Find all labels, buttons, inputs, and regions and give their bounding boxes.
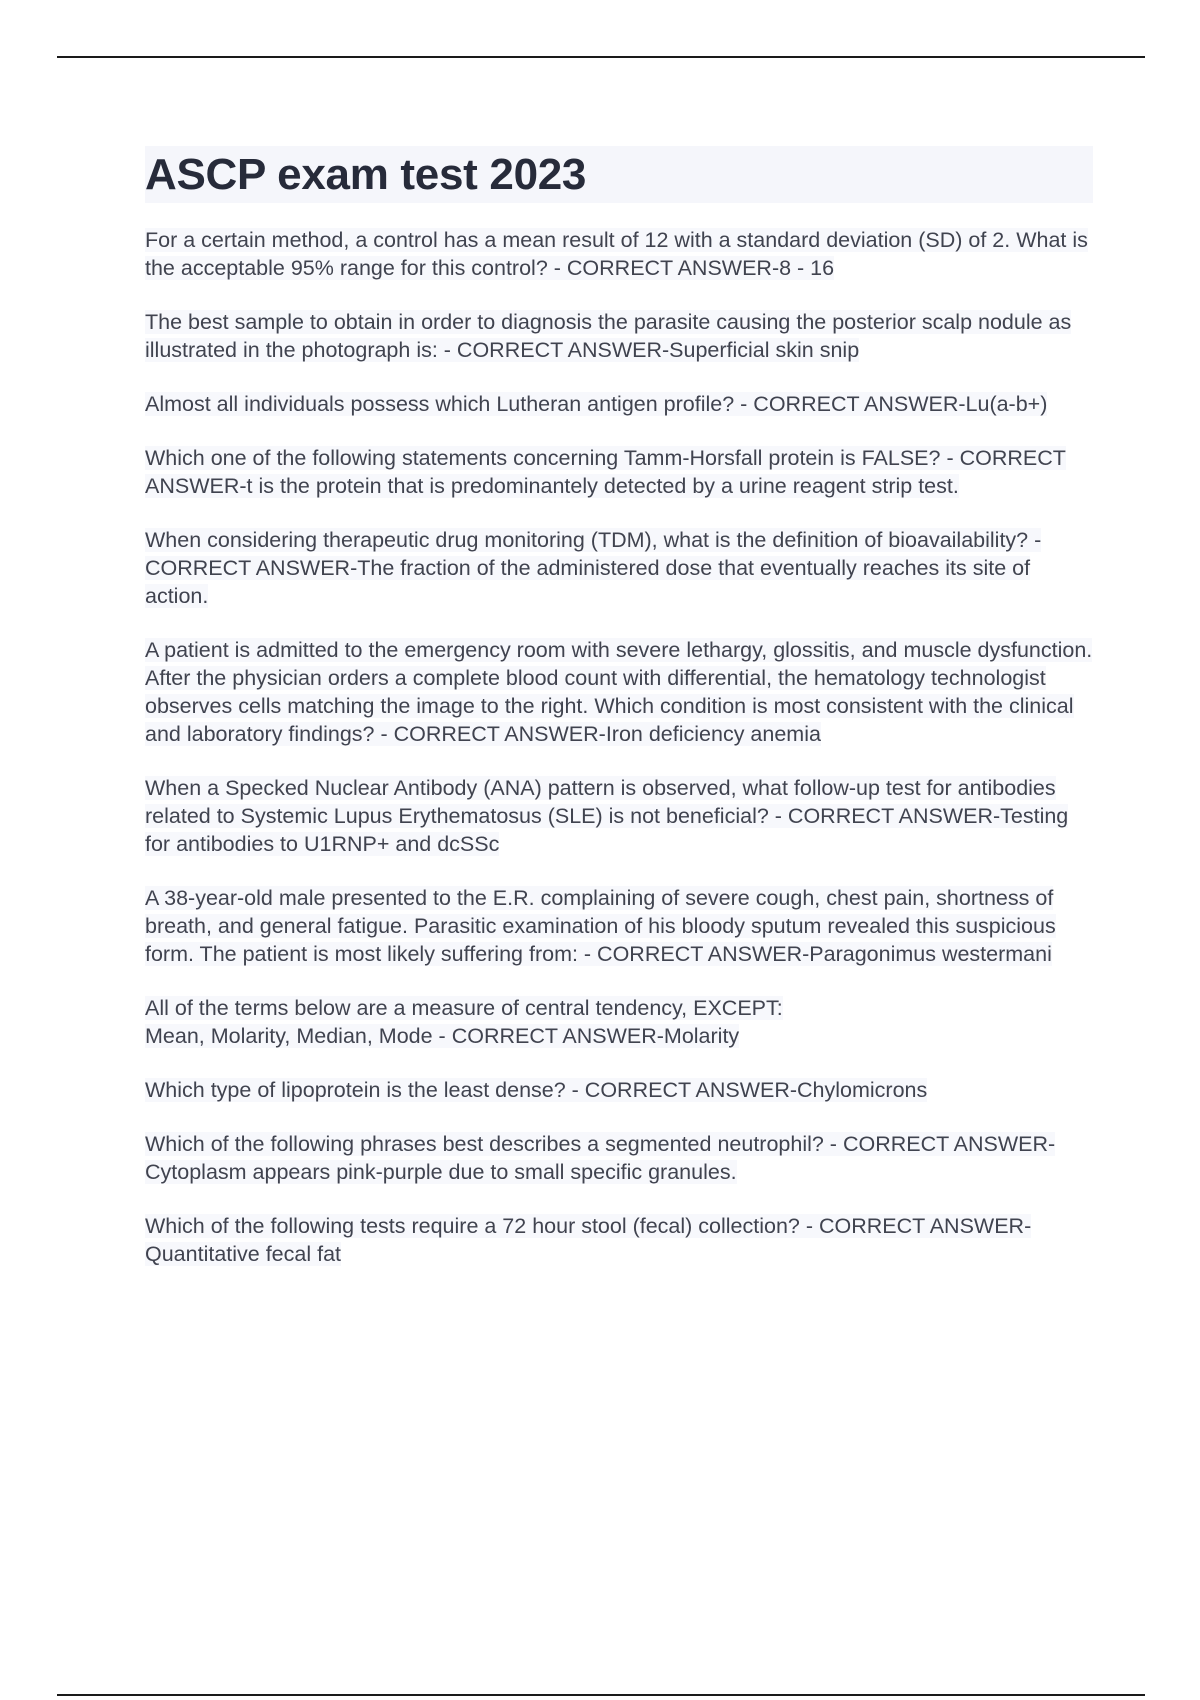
qa-text: A 38-year-old male presented to the E.R. complaining of severe cough, chest pain, shortness of breath, and general fatigue. Parasitic examination of his bloody sputum revealed this suspicious form. The patient is most likely suffering from: - CORRECT ANSWER-Paragonimus westermani bbox=[145, 886, 1056, 966]
qa-item bbox=[145, 1212, 1093, 1268]
qa-item bbox=[145, 636, 1093, 748]
qa-item bbox=[145, 308, 1093, 364]
qa-item bbox=[145, 226, 1093, 282]
qa-list bbox=[145, 226, 1093, 1268]
qa-item bbox=[145, 444, 1093, 500]
qa-item bbox=[145, 774, 1093, 858]
qa-text: All of the terms below are a measure of central tendency, EXCEPT: Mean, Molarity, Median, Mode - CORRECT ANSWER-Molarity bbox=[145, 996, 783, 1048]
top-rule bbox=[57, 56, 1145, 58]
qa-text: For a certain method, a control has a mean result of 12 with a standard deviation (SD) of 2. What is the acceptable 95% range for this control? - CORRECT ANSWER-8 - 16 bbox=[145, 228, 1088, 280]
qa-text: Which type of lipoprotein is the least dense? - CORRECT ANSWER-Chylomicrons bbox=[145, 1078, 928, 1102]
qa-text: Almost all individuals possess which Lutheran antigen profile? - CORRECT ANSWER-Lu(a-b+) bbox=[145, 392, 1048, 416]
qa-item bbox=[145, 1130, 1093, 1186]
qa-text: Which one of the following statements concerning Tamm-Horsfall protein is FALSE? - CORRECT ANSWER-t is the protein that is predominantely detected by a urine reagent strip test. bbox=[145, 446, 1066, 498]
document-body bbox=[145, 146, 1093, 1294]
qa-text: When considering therapeutic drug monitoring (TDM), what is the definition of bioavailability? - CORRECT ANSWER-The fraction of the administered dose that eventually reaches its site of action. bbox=[145, 528, 1042, 608]
title-bar bbox=[145, 146, 1093, 203]
qa-text: When a Specked Nuclear Antibody (ANA) pattern is observed, what follow-up test for antibodies related to Systemic Lupus Erythematosus (SLE) is not beneficial? - CORRECT ANSWER-Testing for antibodies to U1RNP+ and dcSSc bbox=[145, 776, 1069, 856]
qa-item bbox=[145, 884, 1093, 968]
qa-text: Which of the following phrases best describes a segmented neutrophil? - CORRECT ANSWER-Cytoplasm appears pink-purple due to small specific granules. bbox=[145, 1132, 1056, 1184]
qa-text: A patient is admitted to the emergency room with severe lethargy, glossitis, and muscle dysfunction. After the physician orders a complete blood count with differential, the hematology technologist observes cells matching the image to the right. Which condition is most consistent with the clinical and laboratory findings? - CORRECT ANSWER-Iron deficiency anemia bbox=[145, 638, 1093, 746]
qa-item bbox=[145, 390, 1093, 418]
qa-text: Which of the following tests require a 72 hour stool (fecal) collection? - CORRECT ANSWER-Quantitative fecal fat bbox=[145, 1214, 1032, 1266]
qa-text: The best sample to obtain in order to diagnosis the parasite causing the posterior scalp nodule as illustrated in the photograph is: - CORRECT ANSWER-Superficial skin snip bbox=[145, 310, 1072, 362]
page-title: ASCP exam test 2023 bbox=[145, 149, 587, 199]
qa-item bbox=[145, 1076, 1093, 1104]
qa-item bbox=[145, 994, 1093, 1050]
bottom-rule bbox=[57, 1694, 1145, 1696]
qa-item bbox=[145, 526, 1093, 610]
